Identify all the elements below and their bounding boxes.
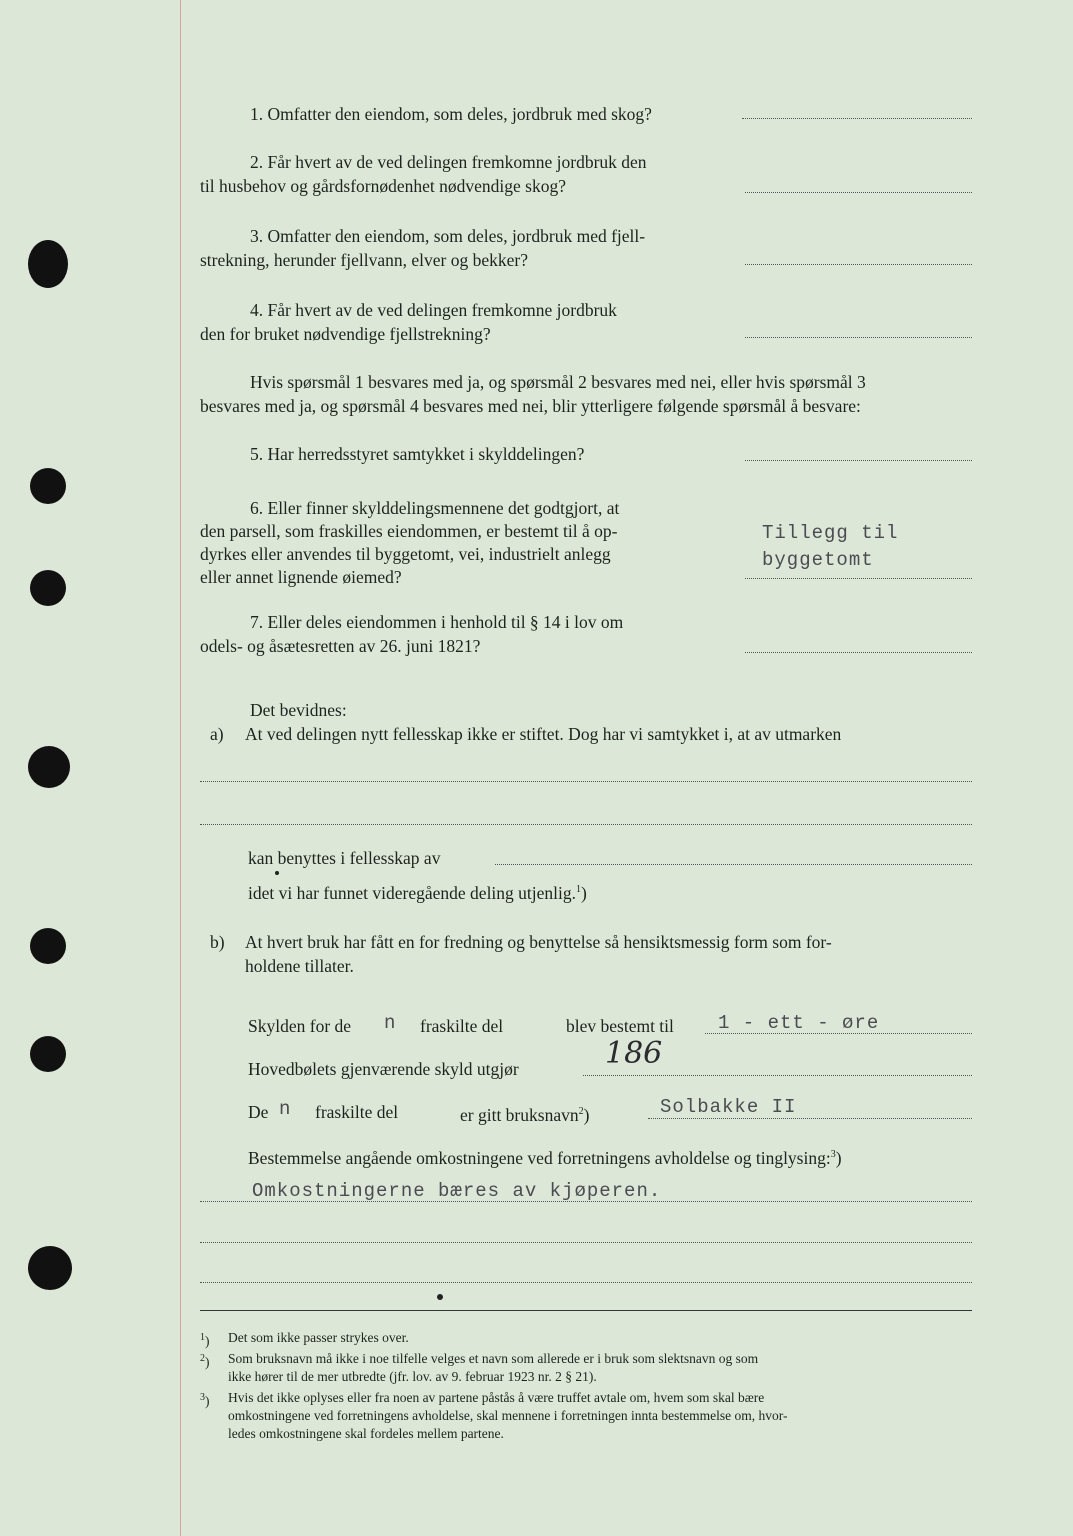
footnote-divider — [200, 1310, 972, 1311]
question-2-line-1: 2. Får hvert av de ved delingen fremkomne jordbruk den — [250, 152, 647, 172]
bestemmelse-line-3[interactable] — [200, 1282, 972, 1283]
skyld-n: n — [384, 1012, 397, 1034]
item-a-text: At ved delingen nytt fellesskap ikke er stiftet. Dog har vi samtykket i, at av utmarken — [245, 724, 842, 744]
punch-hole — [28, 1246, 72, 1290]
item-b-line-1: At hvert bruk har fått en for fredning og benyttelse så hensiktsmessig form som for- — [245, 932, 832, 952]
instruction-line-1: Hvis spørsmål 1 besvares med ja, og spørsmål 2 besvares med nei, eller hvis spørsmål 3 — [250, 372, 866, 392]
kan-benyttes-label: kan benyttes i fellesskap av — [248, 848, 441, 868]
instruction-line-2: besvares med ja, og spørsmål 4 besvares med nei, blir ytterligere følgende spørsmål å besvare: — [200, 396, 861, 416]
punch-hole — [28, 746, 70, 788]
bruksnavn-line[interactable] — [648, 1118, 972, 1119]
answer-line-3[interactable] — [745, 264, 972, 265]
footnote-3-line-2: omkostningene ved forretningens avholdelse, skal mennene i forretningen innta bestemmelse om, hvor- — [228, 1408, 788, 1423]
skyld-value: 1 - ett - øre — [718, 1012, 880, 1034]
item-b-label: b) — [210, 932, 225, 952]
skyld-line[interactable] — [705, 1033, 972, 1034]
skyld-label-b: fraskilte del — [420, 1016, 504, 1036]
ink-dot — [275, 871, 279, 875]
skyld-label-c: blev bestemt til — [566, 1016, 674, 1036]
punch-hole — [30, 1036, 66, 1072]
punch-hole — [28, 240, 68, 288]
answer-6-line-1: Tillegg til — [762, 522, 899, 544]
bestemmelse-line-1[interactable] — [200, 1201, 972, 1202]
skyld-label-a: Skylden for de — [248, 1016, 352, 1036]
question-6-line-1: 6. Eller finner skylddelingsmennene det godtgjort, at — [250, 498, 620, 518]
utmark-line-1[interactable] — [200, 781, 972, 782]
punch-hole — [30, 928, 66, 964]
footnote-1: Det som ikke passer strykes over. — [228, 1330, 409, 1345]
bestemmelse-label: Bestemmelse angående omkostningene ved forretningens avholdelse og tinglysing:$^3$) — [248, 1147, 842, 1168]
item-a-label: a) — [210, 724, 224, 744]
footnote-3-mark: $^3$) — [200, 1392, 210, 1409]
bestemmelse-value: Omkostningerne bæres av kjøperen. — [252, 1180, 662, 1202]
certification-heading: Det bevidnes: — [250, 700, 347, 720]
question-5: 5. Har herredsstyret samtykket i skylddelingen? — [250, 444, 585, 464]
footnote-1-mark: $^1$) — [200, 1332, 210, 1349]
footnote-2-mark: $^2$) — [200, 1353, 210, 1370]
hovedbolet-line[interactable] — [583, 1075, 972, 1076]
item-b-line-2: holdene tillater. — [245, 956, 354, 976]
answer-line-5[interactable] — [745, 460, 972, 461]
question-3-line-1: 3. Omfatter den eiendom, som deles, jordbruk med fjell- — [250, 226, 646, 246]
question-6-line-3: dyrkes eller anvendes til byggetomt, vei, industrielt anlegg — [200, 544, 611, 564]
bruksnavn-value: Solbakke II — [660, 1096, 797, 1118]
question-4-line-1: 4. Får hvert av de ved delingen fremkomne jordbruk — [250, 300, 617, 320]
question-1: 1. Omfatter den eiendom, som deles, jordbruk med skog? — [250, 104, 652, 124]
answer-6-line-2: byggetomt — [762, 549, 874, 571]
utmark-line-2[interactable] — [200, 824, 972, 825]
footnote-2-line-1: Som bruksnavn må ikke i noe tilfelle velges et navn som allerede er i bruk som slektsnavn og som — [228, 1351, 759, 1366]
answer-line-6[interactable] — [745, 578, 972, 579]
bruksnavn-label-b: fraskilte del — [315, 1102, 399, 1122]
answer-line-7[interactable] — [745, 652, 972, 653]
question-6-line-2: den parsell, som fraskilles eiendommen, er bestemt til å op- — [200, 521, 618, 541]
footnote-3-line-3: ledes omkostningene skal fordeles mellem partene. — [228, 1426, 504, 1441]
hovedbolet-value: 186 — [605, 1036, 663, 1071]
margin-rule — [180, 0, 181, 1536]
question-3-line-2: strekning, herunder fjellvann, elver og bekker? — [200, 250, 528, 270]
ink-dot — [437, 1294, 443, 1300]
footnote-3-line-1: Hvis det ikke oplyses eller fra noen av partene påstås å være truffet avtale om, hvem som skal bære — [228, 1390, 765, 1405]
punch-hole — [30, 468, 66, 504]
footnote-2-line-2: ikke hører til de mer utbredte (jfr. lov. av 9. februar 1923 nr. 2 § 21). — [228, 1369, 597, 1384]
question-7-line-2: odels- og åsætesretten av 26. juni 1821? — [200, 636, 481, 656]
idet-text: idet vi har funnet videregående deling utjenlig.$^1$) — [248, 882, 587, 903]
answer-line-4[interactable] — [745, 337, 972, 338]
question-6-line-4: eller annet lignende øiemed? — [200, 567, 402, 587]
fellesskap-line[interactable] — [495, 864, 972, 865]
question-7-line-1: 7. Eller deles eiendommen i henhold til § 14 i lov om — [250, 612, 624, 632]
answer-line-2[interactable] — [745, 192, 972, 193]
question-2-line-2: til husbehov og gårdsfornødenhet nødvendige skog? — [200, 176, 566, 196]
punch-hole — [30, 570, 66, 606]
bruksnavn-label-a: De — [248, 1102, 269, 1122]
hovedbolet-label: Hovedbølets gjenværende skyld utgjør — [248, 1059, 519, 1079]
bruksnavn-n: n — [279, 1098, 292, 1120]
question-4-line-2: den for bruket nødvendige fjellstrekning? — [200, 324, 491, 344]
bruksnavn-label-c: er gitt bruksnavn$^2$) — [460, 1104, 590, 1125]
answer-line-1[interactable] — [742, 118, 972, 119]
bestemmelse-line-2[interactable] — [200, 1242, 972, 1243]
